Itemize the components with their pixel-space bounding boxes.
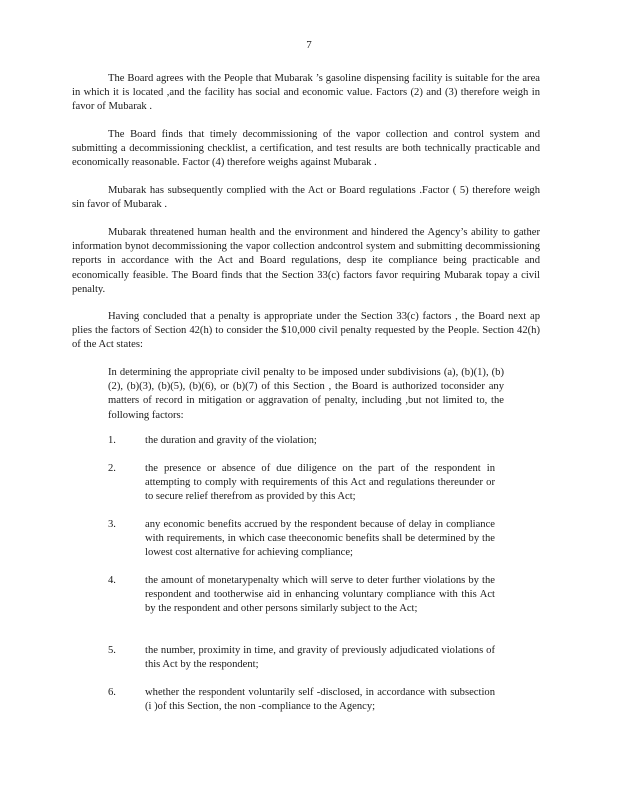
paragraph-text: Mubarak has subsequently complied with the Act or Board regulations .Factor ( 5) therefore weigh sin favor of Mubarak . — [72, 185, 540, 211]
factor-text: the presence or absence of due diligence on the part of the respondent in attempting to comply with requirements of this Act and regulations thereunder or to secure relief therefrom as provided by this Act; — [145, 463, 495, 503]
factor-number: 5. — [108, 645, 116, 656]
factor-text: the duration and gravity of the violation; — [145, 435, 317, 446]
factor-text: the number, proximity in time, and gravity of previously adjudicated violations of this Act by the respondent; — [145, 645, 495, 671]
factor-text: whether the respondent voluntarily self -disclosed, in accordance with subsection (i )of this Section, the non -compliance to the Agency; — [145, 687, 495, 713]
factor-number: 3. — [108, 519, 116, 530]
paragraph-text: The Board finds that timely decommissioning of the vapor collection and control system and submitting a decommissioning checklist, a certification, and test results are both technically practicable and economically reasonable. Factor (4) therefore weighs against Mubarak . — [72, 129, 540, 169]
factor-number: 6. — [108, 687, 116, 698]
factor-text: the amount of monetarypenalty which will serve to deter further violations by the respondent and tootherwise aid in enhancing voluntary compliance with this Act by the respondent and other persons similarly subject to the Act; — [145, 575, 495, 615]
factor-number: 2. — [108, 463, 116, 474]
page-number: 7 — [306, 39, 312, 51]
paragraph-factor-4 — [72, 128, 540, 171]
quoted-statute-intro: In determining the appropriate civil penalty to be imposed under subdivisions (a), (b)(1), (b)(2), (b)(3), (b)(5), (b)(6), or (b)(7) of this Section , the Board is authorized toconsider any matters of record in mitigation or aggravation of penalty, including ,but not limited to, the following factors: — [108, 367, 504, 421]
paragraph-factor-5 — [72, 184, 540, 212]
paragraph-factors-2-3 — [72, 72, 540, 115]
paragraph-text: Mubarak threatened human health and the environment and hindered the Agency’s ability to gather information bynot decommissioning the vapor collection andcontrol system and submitting decommissioning reports in accordance with the Act and Board regulations, desp ite compliance being practicable and economically feasible. The Board finds that the Section 33(c) factors favor requiring Mubarak topay a civil penalty. — [72, 227, 540, 295]
paragraph-conclusion-33c — [72, 226, 540, 297]
factor-number: 1. — [108, 435, 116, 446]
paragraph-text: The Board agrees with the People that Mubarak ’s gasoline dispensing facility is suitable for the area in which it is located ,and the facility has social and economic value. Factors (2) and (3) therefore weigh in favor of Mubarak . — [72, 73, 540, 113]
factor-text: any economic benefits accrued by the respondent because of delay in compliance with requirements, in which case theeconomic benefits shall be determined by the lowest cost alternative for achieving compliance; — [145, 519, 495, 559]
factor-number: 4. — [108, 575, 116, 586]
paragraph-section-42h-intro — [72, 310, 540, 353]
paragraph-text: Having concluded that a penalty is appropriate under the Section 33(c) factors , the Board next ap plies the factors of Section 42(h) to consider the $10,000 civil penalty requested by the People. Section 42(h) of the Act states: — [72, 311, 540, 351]
